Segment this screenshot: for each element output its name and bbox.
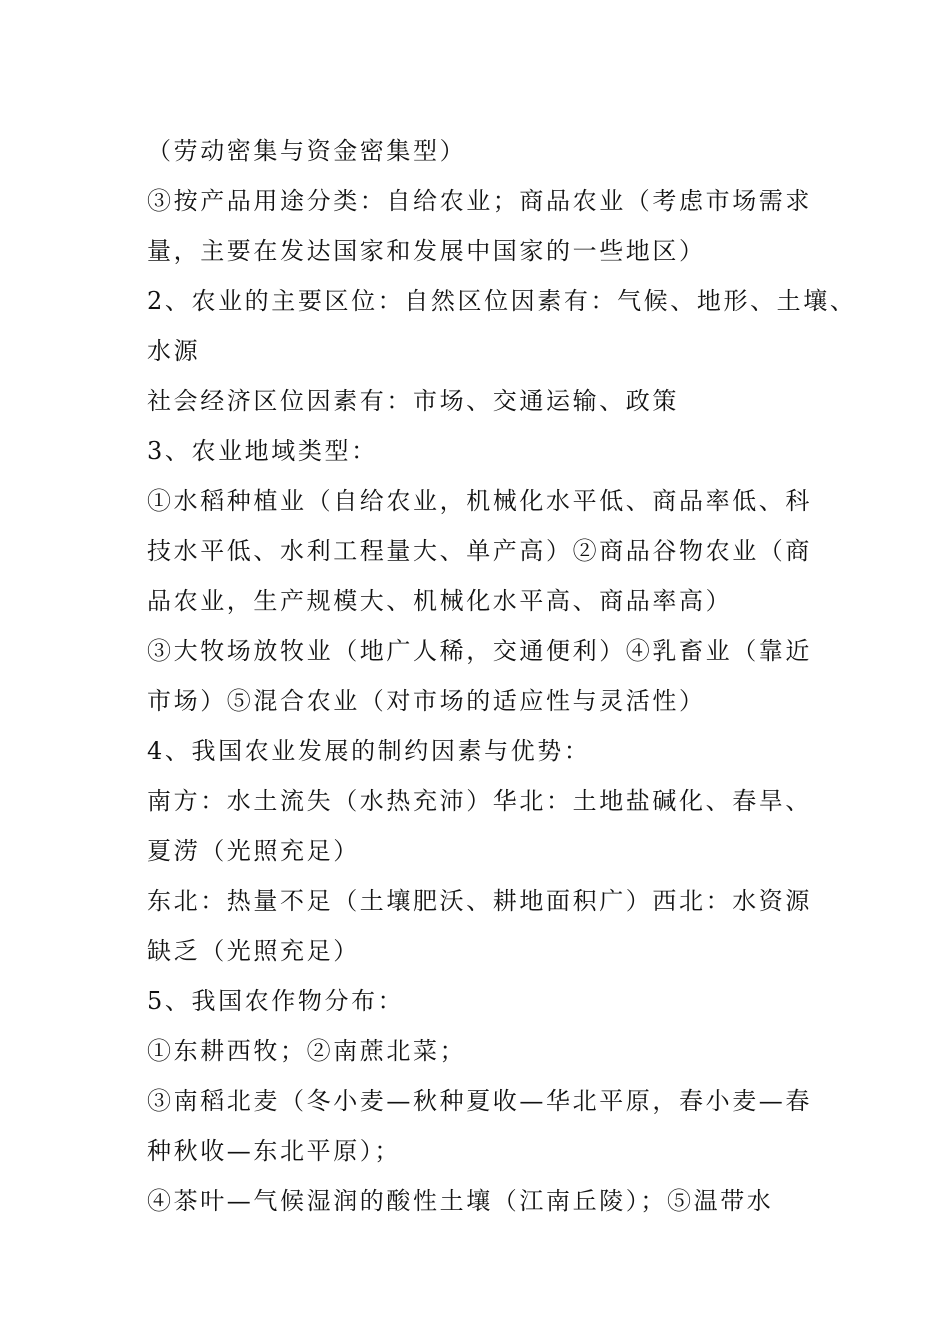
text-line: 水源 bbox=[147, 337, 201, 365]
text-line: ④茶叶—气候湿润的酸性土壤（江南丘陵）；⑤温带水 bbox=[147, 1187, 774, 1215]
text-line: 社会经济区位因素有：市场、交通运输、政策 bbox=[147, 387, 679, 415]
text-line: 5、我国农作物分布： bbox=[147, 987, 405, 1015]
text-line: 种秋收—东北平原）； bbox=[147, 1137, 401, 1165]
text-line: 3、农业地域类型： bbox=[147, 437, 378, 465]
text-line: ③南稻北麦（冬小麦—秋种夏收—华北平原，春小麦—春 bbox=[147, 1087, 812, 1115]
text-line: ①东耕西牧；②南蔗北菜； bbox=[147, 1037, 467, 1065]
document-body bbox=[147, 126, 857, 1226]
text-line: ③按产品用途分类：自给农业；商品农业（考虑市场需求 bbox=[147, 187, 812, 215]
text-line: ③大牧场放牧业（地广人稀，交通便利）④乳畜业（靠近 bbox=[147, 637, 812, 665]
text-line: 品农业，生产规模大、机械化水平高、商品率高） bbox=[147, 587, 733, 615]
text-line: 夏涝（光照充足） bbox=[147, 837, 360, 865]
text-line: 2、农业的主要区位：自然区位因素有：气候、地形、土壤、 bbox=[147, 287, 857, 315]
text-line: 4、我国农业发展的制约因素与优势： bbox=[147, 737, 591, 765]
text-line: 东北：热量不足（土壤肥沃、耕地面积广）西北：水资源 bbox=[147, 887, 812, 915]
text-line: 缺乏（光照充足） bbox=[147, 937, 360, 965]
text-line: 市场）⑤混合农业（对市场的适应性与灵活性） bbox=[147, 687, 706, 715]
text-line: ①水稻种植业（自给农业，机械化水平低、商品率低、科 bbox=[147, 487, 812, 515]
text-line: 量，主要在发达国家和发展中国家的一些地区） bbox=[147, 237, 706, 265]
text-line: 技水平低、水利工程量大、单产高）②商品谷物农业（商 bbox=[147, 537, 812, 565]
text-line: 南方：水土流失（水热充沛）华北：土地盐碱化、春旱、 bbox=[147, 787, 812, 815]
text-line: （劳动密集与资金密集型） bbox=[147, 137, 467, 165]
